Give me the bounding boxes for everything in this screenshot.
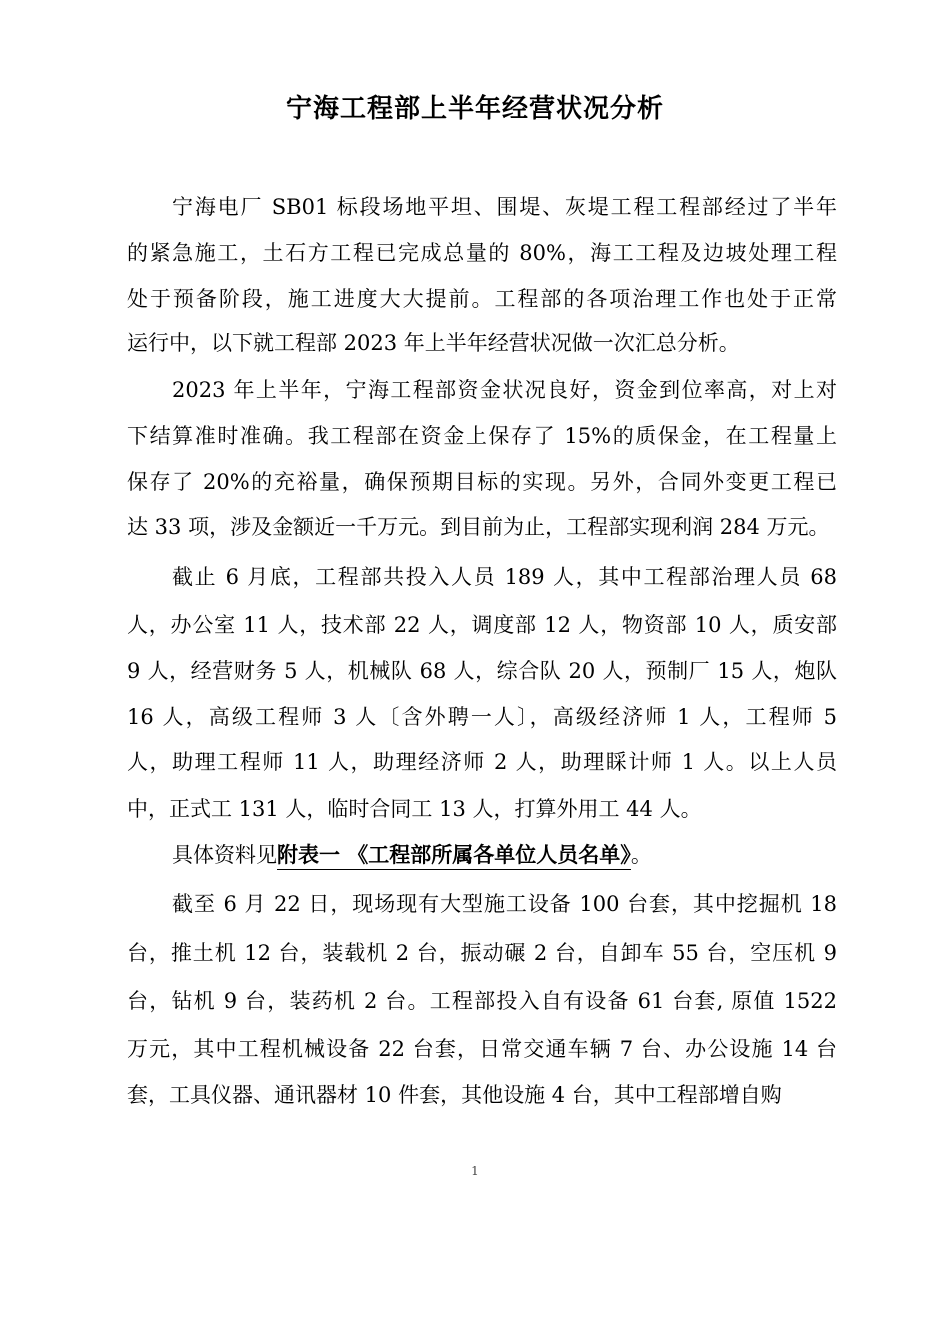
paragraph-3-line-3: 9 人，经营财务 5 人，机械队 68 人，综合队 20 人，预制厂 15 人，炮队 [127, 659, 837, 683]
appendix-prefix: 具体资料见 [172, 843, 277, 867]
paragraph-5-line-4: 万元，其中工程机械设备 22 台套，日常交通车辆 7 台、办公设施 14 台 [127, 1037, 837, 1061]
paragraph-3-line-2: 人，办公室 11 人，技术部 22 人，调度部 12 人，物资部 10 人，质安部 [127, 613, 837, 637]
paragraph-5-line-2: 台，推土机 12 台，装载机 2 台，振动碾 2 台，自卸车 55 台，空压机 9 [127, 941, 837, 965]
paragraph-1-line-2: 的紧急施工，土石方工程已完成总量的 80%，海工工程及边坡处理工程 [127, 241, 837, 265]
page-number: 1 [471, 1164, 479, 1178]
paragraph-1-line-1: 宁海电厂 SB01 标段场地平坦、围堤、灰堤工程工程部经过了半年 [172, 195, 837, 219]
paragraph-3-line-4: 16 人，高级工程师 3 人〔含外聘一人〕，高级经济师 1 人，工程师 5 [127, 705, 837, 729]
paragraph-5-line-1: 截至 6 月 22 日，现场现有大型施工设备 100 台套，其中挖掘机 18 [172, 892, 837, 916]
paragraph-1-line-3: 处于预备阶段，施工进度大大提前。工程部的各项治理工作也处于正常 [127, 287, 837, 311]
paragraph-5-line-5: 套，工具仪器、通讯器材 10 件套，其他设施 4 台，其中工程部增自购 [127, 1083, 782, 1107]
paragraph-2-line-2: 下结算准时准确。我工程部在资金上保存了 15%的质保金，在工程量上 [127, 424, 837, 448]
paragraph-5-line-3: 台，钻机 9 台，装药机 2 台。工程部投入自有设备 61 台套, 原值 1522 [127, 989, 837, 1013]
paragraph-3-line-1: 截止 6 月底，工程部共投入人员 189 人，其中工程部治理人员 68 [172, 565, 837, 589]
paragraph-3-line-6: 中，正式工 131 人，临时合同工 13 人，打算外用工 44 人。 [127, 797, 702, 821]
document-title: 宁海工程部上半年经营状况分析 [285, 94, 664, 124]
paragraph-2-line-1: 2023 年上半年，宁海工程部资金状况良好，资金到位率高，对上对 [172, 378, 837, 402]
paragraph-2-line-3: 保存了 20%的充裕量，确保预期目标的实现。另外，合同外变更工程已 [127, 470, 837, 494]
appendix-reference-line [172, 840, 837, 870]
paragraph-2-line-4: 达 33 项，涉及金额近一千万元。到目前为止，工程部实现利润 284 万元。 [127, 515, 830, 539]
paragraph-3-line-5: 人，助理工程师 11 人，助理经济师 2 人，助理睬计师 1 人。以上人员 [127, 750, 837, 774]
paragraph-1-line-4: 运行中，以下就工程部 2023 年上半年经营状况做一次汇总分析。 [127, 331, 740, 355]
appendix-suffix: 。 [630, 843, 652, 867]
appendix-table-link[interactable]: 附表一 《工程部所属各单位人员名单》 [277, 843, 631, 870]
